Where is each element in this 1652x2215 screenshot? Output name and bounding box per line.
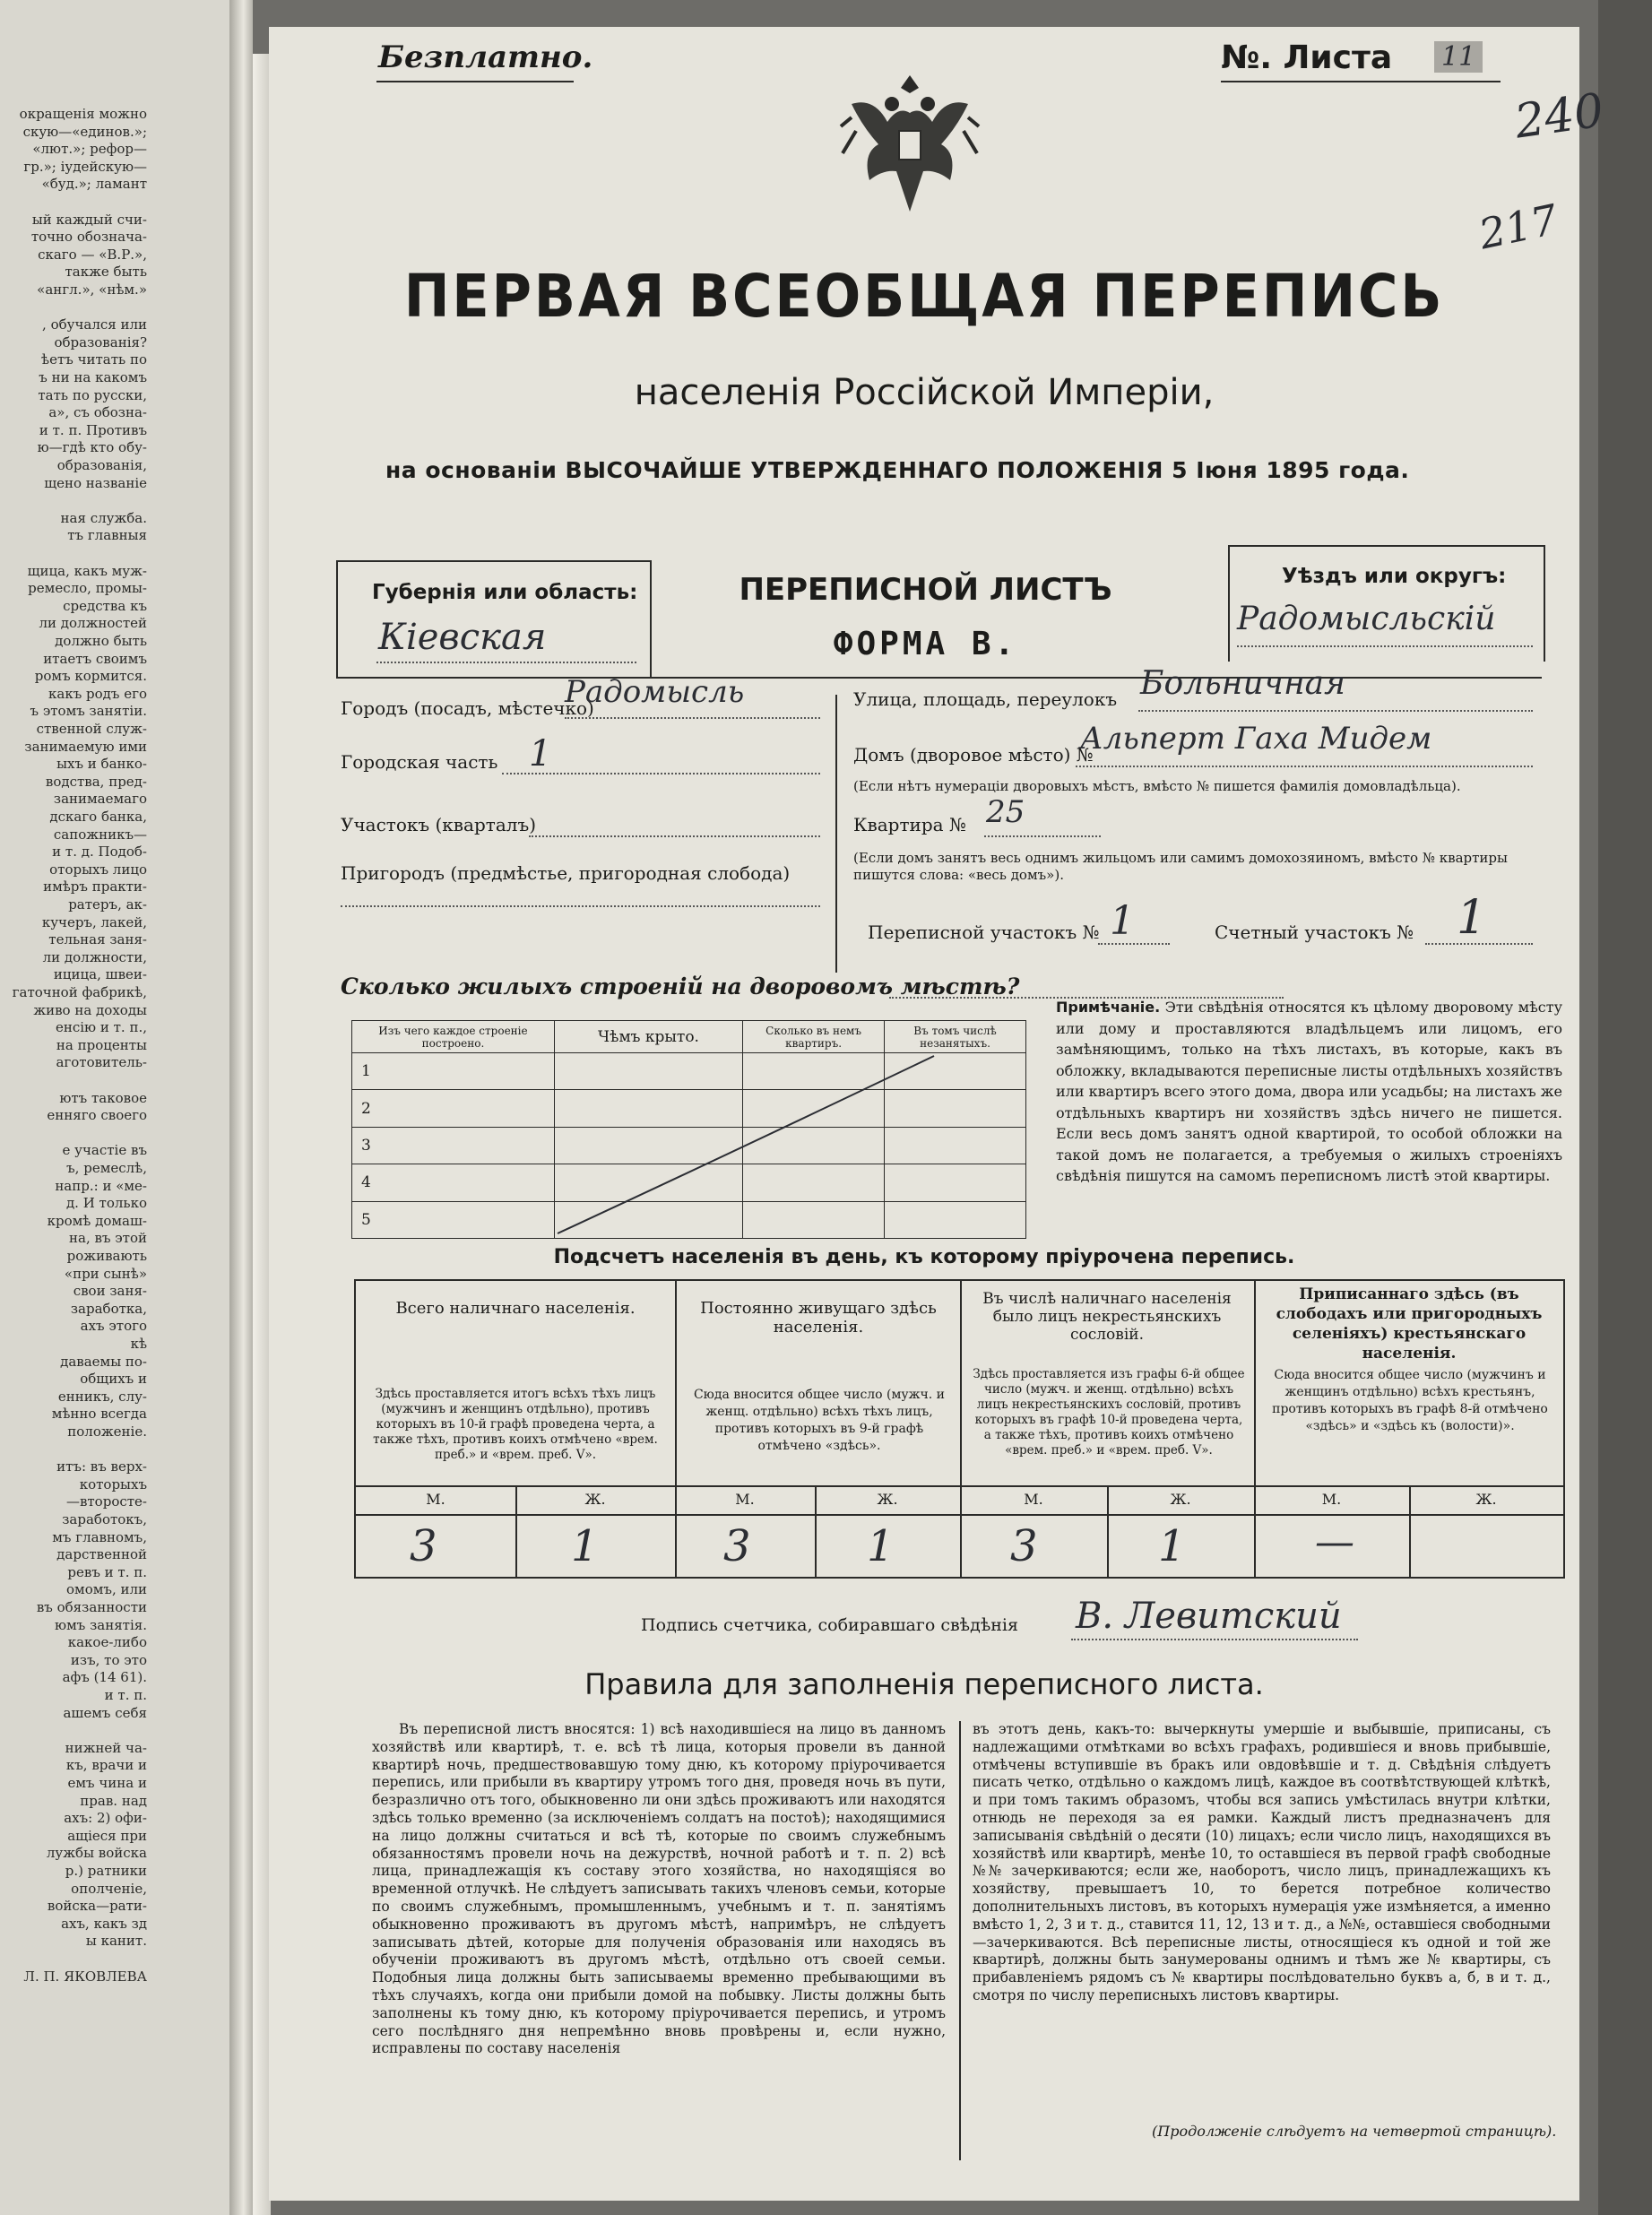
count-col-2-f-value: 1 <box>867 1521 895 1571</box>
note-title: Примѣчаніе. <box>1056 999 1161 1016</box>
left-page-line: скую—«единов.»; <box>22 123 147 140</box>
note-text: Эти свѣдѣнія относятся къ цѣлому дворовому мѣсту или дому и проставляются владѣльцемъ или лицомъ, его замѣняющимъ, только на тѣхъ листахъ, въ которые, какъ въ обложку, вкладываются переписные листы отдѣльныхъ хозяйствъ или квартиръ всего этого дома, двора или усадьбы; на листахъ же отдѣльныхъ квартиръ ни хозяйствъ здѣсь ничего не пишется. Если весь домъ занятъ одной квартирой, то особой обложки на такой домъ не полагается, а требуемыя о жилыхъ строеніяхъ свѣдѣнія пишутся на самомъ переписномъ листѣ этой квартиры. <box>1056 999 1562 1184</box>
left-page-line: роживають <box>66 1248 147 1264</box>
suburb-line <box>341 905 820 907</box>
main-title: ПЕРВАЯ ВСЕОБЩАЯ ПЕРЕПИСЬ <box>403 262 1445 331</box>
left-page-line: дскаго банка, <box>49 809 147 825</box>
count-col-1-m-label: М. <box>426 1491 445 1508</box>
count-col-4-desc: Сюда вносится общее число (мужчинъ и женщинъ отдѣльно) всѣхъ крестьянъ, противъ которыхъ въ графѣ 8-й отмѣчено «здѣсь» и «здѣсь къ (волости)». <box>1272 1368 1548 1433</box>
signature-line <box>1071 1639 1358 1640</box>
left-page-line: ашемъ себя <box>63 1704 147 1721</box>
imperial-eagle-emblem-icon <box>834 68 986 221</box>
left-page-line: скаго — «В.Р.», <box>38 246 147 263</box>
sheet-number-label: №. Листа <box>1221 39 1393 76</box>
left-page-line: р.) ратники <box>65 1863 147 1879</box>
left-page-line: заработка, <box>70 1300 147 1317</box>
left-page-line: ый каждый счи- <box>31 211 147 228</box>
street-value: Больничная <box>1140 665 1345 702</box>
house-line <box>1076 766 1533 767</box>
count-col-2-f-label: Ж. <box>877 1491 898 1508</box>
left-page-line: кромѣ домаш- <box>47 1212 147 1229</box>
left-page-line: ная служба. <box>60 509 147 526</box>
left-page-strip <box>0 0 240 2215</box>
count-col-2-m-value: 3 <box>723 1521 751 1571</box>
count-col-1-desc: Здѣсь проставляется итогъ всѣхъ тѣхъ лицъ (мужчинъ и женщинъ отдѣльно), противъ которыхъ въ 10-й графѣ проведена черта, а также тѣхъ, противъ коихъ отмѣчено «врем. преб.» и «врем. преб. V». <box>373 1387 658 1462</box>
suburb-label: Пригородъ (предмѣстье, пригородная слобода) <box>341 862 791 884</box>
left-page-line: оторыхъ лицо <box>49 861 147 878</box>
left-page-line: мъ главномъ, <box>52 1528 147 1545</box>
left-page-line: гр.»; іудейскую— <box>23 158 147 175</box>
left-page-line: прав. над <box>80 1792 147 1809</box>
street-line <box>1138 710 1533 712</box>
sheet-title: ПЕРЕПИСНОЙ ЛИСТЪ <box>739 572 1112 608</box>
left-page-line: кѣ <box>130 1336 147 1352</box>
census-district-value: 1 <box>1110 898 1135 944</box>
left-page-line: енсію и т. п., <box>55 1019 147 1036</box>
left-page-line: войска—рати- <box>47 1898 147 1915</box>
count-col-3-title: Въ числѣ наличнаго населенія было лицъ некрестьянскихъ сословій. <box>982 1290 1232 1344</box>
left-page-line: енняго своего <box>47 1107 147 1124</box>
left-page-line: енникъ, слу- <box>57 1388 147 1405</box>
count-col-2-desc: Сюда вносится общее число (мужч. и женщ. отдѣльно) всѣхъ тѣхъ лицъ, противъ которыхъ въ 9-й графѣ отмѣчено «здѣсь». <box>693 1388 946 1453</box>
book-binding <box>229 0 253 2215</box>
apartment-note: (Если домъ занятъ весь однимъ жильцомъ или самимъ домохозяиномъ, вмѣсто № квартиры пишутся слова: «весь домъ»). <box>853 850 1508 883</box>
left-page-line: положеніе. <box>67 1423 147 1440</box>
left-page-line: изъ, то это <box>70 1651 147 1668</box>
left-page-line: ополченіе, <box>71 1880 147 1897</box>
form-header-bottom <box>336 677 1542 679</box>
left-page-line: общихъ и <box>80 1371 147 1388</box>
left-page-line: и т. п. Противъ <box>39 421 147 438</box>
left-page-line: занимаемую ими <box>24 738 147 755</box>
scan-shadow <box>1598 0 1652 2215</box>
left-page-line: должно быть <box>55 633 147 649</box>
left-page-line: ащіеся при <box>67 1827 147 1844</box>
left-page-line: гаточной фабрикѣ, <box>12 984 147 1000</box>
left-page-line: образованія? <box>54 333 147 350</box>
left-page-line: «буд.»; ламант <box>41 176 147 193</box>
left-page-line: точно обознача- <box>30 229 147 246</box>
city-part-value: 1 <box>529 733 552 774</box>
col-apartments: Сколько въ немъ квартиръ. <box>743 1021 885 1053</box>
apartment-label: Квартира № <box>853 814 966 835</box>
left-page-line: и т. п. <box>104 1687 147 1703</box>
left-page-line: Л. П. ЯКОВЛЕВА <box>23 1968 147 1985</box>
apartment-line <box>984 835 1101 837</box>
count-col-1-f-label: Ж. <box>584 1491 606 1508</box>
rules-title: Правила для заполненія переписного листа. <box>584 1667 1264 1701</box>
count-district-value: 1 <box>1457 891 1487 945</box>
left-page-line: водства, пред- <box>45 773 147 790</box>
row-number: 5 <box>352 1201 555 1238</box>
house-value: Альперт Гаха Мидем <box>1080 721 1432 757</box>
count-district-line <box>1425 943 1533 945</box>
left-page-line: итаетъ своимъ <box>43 650 147 667</box>
left-page-line: ромъ кормится. <box>34 668 147 685</box>
left-page-line: нижней ча- <box>65 1739 147 1756</box>
gubernia-value: Кіевская <box>378 617 547 658</box>
left-page-line: ли должностей <box>39 615 147 632</box>
gubernia-label: Губернія или область: <box>372 581 638 604</box>
left-page-line: щено названіе <box>44 474 147 491</box>
count-col-3-f-value: 1 <box>1158 1521 1186 1571</box>
sheet-number-value: 11 <box>1434 41 1483 73</box>
left-page-line: , обучался или <box>42 316 147 333</box>
left-page-line: «англ.», «нѣм.» <box>37 281 147 298</box>
left-page-line: ахъ: 2) офи- <box>64 1810 147 1827</box>
left-page-line: какое-либо <box>67 1634 147 1651</box>
left-page-line: емъ чина и <box>67 1775 147 1791</box>
left-page-line: ютъ таковое <box>59 1089 147 1106</box>
margin-number-1: 240 <box>1511 83 1607 150</box>
left-page-line: а», съ обозна- <box>48 404 147 421</box>
count-col-2-title: Постоянно живущаго здѣсь населенія. <box>700 1299 937 1337</box>
left-page-line: «при сынѣ» <box>64 1265 147 1282</box>
street-label: Улица, площадь, переулокъ <box>853 688 1118 710</box>
city-value: Радомысль <box>565 674 745 710</box>
left-page-line: которыхъ <box>79 1475 147 1493</box>
left-page-line: ремесло, промы- <box>28 580 147 597</box>
rules-divider <box>959 1721 961 2160</box>
district-label: Участокъ (кварталъ) <box>341 814 536 835</box>
row-number: 3 <box>352 1127 555 1164</box>
left-page-line: къ, врачи и <box>65 1757 147 1774</box>
left-page-line: юмъ занятія. <box>55 1616 147 1633</box>
city-part-label: Городская часть <box>341 751 498 773</box>
left-page-line: дарственной <box>56 1546 147 1563</box>
left-page-line: какъ родъ его <box>48 685 147 702</box>
col-material: Изъ чего каждое строеніе построено. <box>352 1021 555 1053</box>
count-col-1-f-value: 1 <box>571 1521 599 1571</box>
count-col-4-title: Приписаннаго здѣсь (въ слободахъ или пригородныхъ селеніяхъ) крестьянскаго населенія. <box>1276 1285 1543 1363</box>
rules-right-text: въ этотъ день, какъ-то: вычеркнуты умершіе и выбывшіе, приписаны, съ надлежащими отмѣтками во всѣхъ графахъ, родившіеся и вновь прибывшіе, отмѣчены вступившіе въ бракъ или овдовѣвшіе и т. д. Свѣдѣнія слѣдуетъ писать четко, отдѣльно о каждомъ лицѣ, каждое въ соотвѣтствующей клѣткѣ, и при томъ такимъ образомъ, чтобы вся запись умѣстилась внутри клѣтки, отнюдь не переходя за ея рамки. Каждый листъ предназначенъ для записыванія свѣдѣній о десяти (10) лицахъ; если число лицъ, находящихся въ хозяйствѣ или квартирѣ, менѣе 10, то оставшіеся въ первой графѣ свободные №№ зачеркиваются; если же, наоборотъ, число лицъ, принадлежащихъ къ хозяйству, превышаетъ 10, то берется потребное количество дополнительныхъ листовъ, въ которыхъ нумерація уже измѣняется, а именно вмѣсто 1, 2, 3 и т. д., ставится 11, 12, 13 и т. д., а №№, оставшіеся свободными—зачеркиваются. Всѣ переписные листы, относящіеся къ одной и той же квартирѣ, должны быть занумерованы однимъ и тѣмъ же № квартиры, съ прибавленіемъ рядомъ съ № квартиры послѣдовательно буквъ а, б, в и т. д., смотря по числу переписныхъ листовъ квартиры. <box>973 1721 1551 2003</box>
left-page-line: д. И только <box>65 1195 147 1212</box>
left-page-line: ыхъ и банко- <box>56 756 147 773</box>
left-page-line: сапожникъ— <box>53 826 147 843</box>
left-page-line: ъ этомъ занятіи. <box>30 703 147 720</box>
city-part-line <box>502 773 820 774</box>
left-page-line: мѣнно всегда <box>51 1406 147 1423</box>
left-page-line: ицица, швеи- <box>53 966 147 983</box>
left-page-line: «лют.»; рефор— <box>32 141 147 158</box>
left-page-line: ахъ, какъ зд <box>61 1915 147 1932</box>
count-district-label: Счетный участокъ № <box>1215 921 1414 943</box>
left-page-line: и т. д. Подоб- <box>52 844 147 861</box>
left-page-line: занимаемаго <box>53 791 147 808</box>
left-page-line: въ обязанности <box>36 1599 147 1615</box>
free-label: Безплатно. <box>378 39 593 75</box>
margin-number-2: 217 <box>1475 195 1562 259</box>
left-page-line: ли должности, <box>42 948 147 965</box>
left-page-line: е участіе въ <box>62 1142 147 1159</box>
left-page-line: ахъ этого <box>80 1318 147 1335</box>
apartment-value: 25 <box>986 794 1025 830</box>
left-page-line: заработокъ, <box>62 1511 147 1527</box>
page-edge <box>253 54 271 2215</box>
count-col-3-desc: Здѣсь проставляется изъ графы 6-й общее число (мужч. и женщ. отдѣльно) всѣхъ лицъ некрестьянскихъ сословій, противъ которыхъ въ графѣ 10-й проведена черта, а также тѣхъ, противъ коихъ отмѣчено «врем. преб.» и «врем. преб. V». <box>973 1367 1245 1458</box>
left-page-line: ревъ и т. п. <box>67 1563 147 1580</box>
left-page-line: имѣръ практи- <box>43 878 147 896</box>
left-page-line: средства къ <box>63 597 147 614</box>
left-page-line: на, въ этой <box>69 1230 147 1247</box>
address-divider <box>835 695 837 973</box>
gubernia-divider <box>650 560 652 677</box>
left-page-line: ъ ни на какомъ <box>39 369 147 385</box>
note-block <box>1056 997 1562 1187</box>
left-page-line: тельная заня- <box>48 931 147 948</box>
count-col-1-m-value: 3 <box>410 1521 437 1571</box>
house-note: (Если нѣтъ нумераціи дворовыхъ мѣстъ, вмѣсто № пишется фамилія домовладѣльца). <box>853 778 1461 794</box>
left-page-line: напр.: и «ме- <box>55 1177 147 1194</box>
uezd-value: Радомысльскій <box>1237 601 1496 637</box>
count-col-3-f-label: Ж. <box>1170 1491 1191 1508</box>
count-col-4-m-label: М. <box>1321 1491 1342 1508</box>
census-district-label: Переписной участокъ № <box>868 921 1100 943</box>
col-empty: Въ томъ числѣ незанятыхъ. <box>885 1021 1026 1053</box>
form-name: ФОРМА В. <box>833 626 1018 662</box>
count-col-4-m-value: — <box>1315 1519 1354 1565</box>
free-underline <box>376 81 574 82</box>
row-number: 1 <box>352 1053 555 1090</box>
count-col-1-title: Всего наличнаго населенія. <box>395 1299 636 1318</box>
left-page-line: —второсте- <box>65 1493 147 1510</box>
count-col-3-m-value: 3 <box>1010 1521 1038 1571</box>
uezd-line <box>1237 645 1533 647</box>
left-page-line: щица, какъ муж- <box>27 562 147 579</box>
row-number: 2 <box>352 1090 555 1127</box>
left-page-line: ъ, ремеслѣ, <box>66 1160 147 1176</box>
left-page-line: ы канит. <box>85 1933 147 1950</box>
left-page-line: кучеръ, лакей, <box>41 913 147 930</box>
subtitle: населенія Россійской Имперіи, <box>634 372 1215 413</box>
count-table <box>354 1279 1565 1579</box>
city-line <box>565 717 820 719</box>
left-page-line: ю—гдѣ кто обу- <box>37 439 147 456</box>
count-col-3-m-label: М. <box>1024 1491 1043 1508</box>
rules-continued: (Продолженіе слѣдуетъ на четвертой страницѣ). <box>1152 2123 1557 2140</box>
district-line <box>529 835 820 837</box>
left-page-line: образованія, <box>56 457 147 473</box>
left-page-line: лужбы войска <box>46 1845 147 1862</box>
left-page-line: афъ (14 61). <box>62 1669 147 1686</box>
gubernia-line <box>376 662 636 663</box>
house-label: Домъ (дворовое мѣсто) № <box>853 744 1094 766</box>
col-roof: Чѣмъ крыто. <box>554 1021 742 1053</box>
census-form-page <box>269 27 1607 2201</box>
left-page-line: даваемы по- <box>60 1353 147 1370</box>
buildings-question: Сколько жилыхъ строеній на дворовомъ мѣстѣ? <box>341 973 1020 999</box>
left-page-line: окращенія можно <box>19 106 147 122</box>
city-label: Городъ (посадъ, мѣстечко) <box>341 697 594 719</box>
left-page-line: ратеръ, ак- <box>68 896 147 913</box>
row-number: 4 <box>352 1164 555 1201</box>
buildings-strike-line <box>351 1020 1026 1239</box>
left-page-line: тать по русски, <box>38 386 147 403</box>
uezd-label: Уѣздъ или округъ: <box>1282 565 1507 588</box>
left-page-line: живо на доходы <box>33 1001 147 1018</box>
left-page-line: ственной служ- <box>36 721 147 737</box>
left-page-line: свои заня- <box>73 1283 147 1300</box>
count-heading: Подсчетъ населенія въ день, къ которому пріурочена перепись. <box>553 1246 1295 1268</box>
left-page-line: аготовитель- <box>56 1054 147 1071</box>
left-page-line: итъ: въ верх- <box>56 1458 147 1475</box>
left-page-line: также быть <box>65 264 147 281</box>
count-col-4-f-label: Ж. <box>1475 1491 1497 1508</box>
left-page-line: тъ главныя <box>67 527 147 544</box>
legal-basis: на основаніи ВЫСОЧАЙШЕ УТВЕРЖДЕННАГО ПОЛОЖЕНІЯ 5 Іюня 1895 года. <box>385 457 1410 483</box>
signature-label: Подпись счетчика, собиравшаго свѣдѣнія <box>641 1615 1018 1635</box>
count-col-2-m-label: М. <box>735 1491 755 1508</box>
rules-left-text: Въ переписной листъ вносятся: 1) всѣ находившіеся на лицо въ данномъ хозяйствѣ или квартирѣ, т. е. всѣ тѣ лица, которыя провели въ данной квартирѣ ночь, предшествовавшую тому дню, къ которому пріурочивается перепись, или прибыли въ квартиру утромъ того дня, проведя ночь въ пути, безразлично отъ того, обыкновенно ли они здѣсь проживаютъ или находятся здѣсь только временно (за исключеніемъ солдатъ на постоѣ); находящимися на лицо должны считаться и всѣ тѣ, которые по своимъ служебнымъ обязанностямъ провели ночь на дежурствѣ, ночной работѣ и т. п. 2) всѣ лица, принадлежащія къ составу этого хозяйства, но находящіяся во временной отлучкѣ. Не слѣдуетъ записывать такихъ членовъ семьи, которые по своимъ служебнымъ, промышленнымъ, учебнымъ и т. п. занятіямъ обыкновенно проживаютъ въ другомъ мѣстѣ, напримѣръ, не слѣдуетъ записывать дѣтей, которые для полученія образованія или находясь въ обученіи проживаютъ въ другомъ мѣстѣ, отдѣльно отъ своей семьи. Подобныя лица должны быть записываемы временно пребывающими въ тѣхъ случаяхъ, когда они прибыли домой на побывку. Листы должны быть заполнены къ тому дню, къ которому пріурочивается перепись, и утромъ сего послѣдняго дня непремѣнно вновь провѣрены и, если нужно, исправлены по составу населенія <box>372 1721 946 2057</box>
sheet-number-underline <box>1221 81 1501 82</box>
census-district-line <box>1098 943 1170 945</box>
left-page-line: ѣетъ читать по <box>41 351 147 368</box>
left-page-line: омомъ, или <box>66 1581 147 1598</box>
signature-value: В. Левитский <box>1076 1596 1342 1637</box>
left-page-line: на проценты <box>56 1036 147 1053</box>
